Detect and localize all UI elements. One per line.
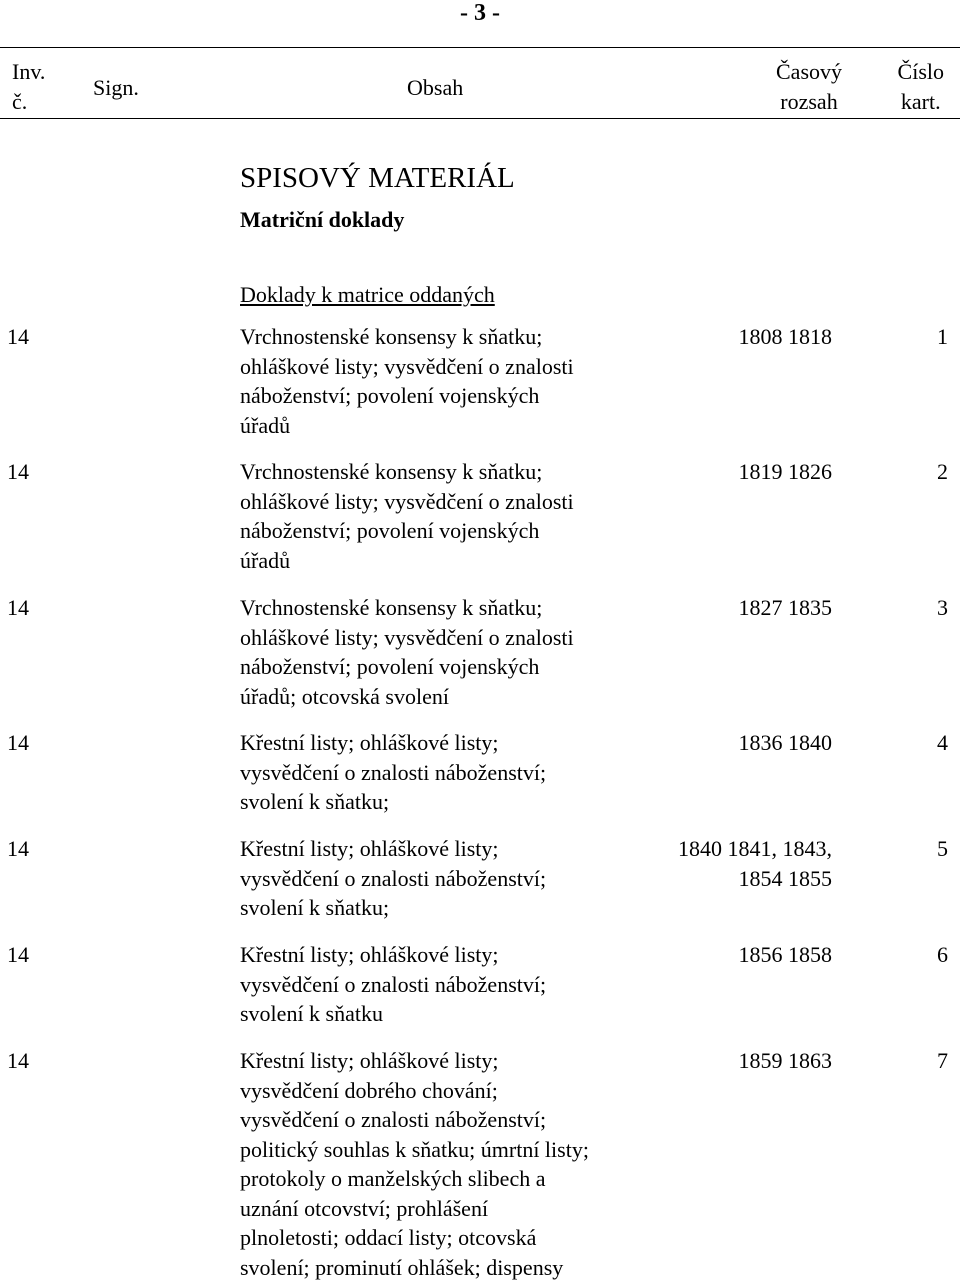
entry-years: 1819 1826 [738,459,832,484]
entry-years: 1836 1840 [738,730,832,755]
entry-years: 1856 1858 [738,942,832,967]
section-title: SPISOVÝ MATERIÁL [240,162,515,194]
header-inv-line1: Inv. [12,59,46,84]
entry-description: Křestní listy; ohláškové listy; vysvědčení o znalosti náboženství; svolení k sňatku; [240,836,547,920]
header-rozsah-line2: rozsah [780,89,838,114]
entry-description: Vrchnostenské konsensy k sňatku; ohláškové listy; vysvědčení o znalosti náboženství; povolení vojenských úřadů; otcovská svolení [240,595,574,709]
entry-description: Vrchnostenské konsensy k sňatku; ohláškové listy; vysvědčení o znalosti náboženství; povolení vojenských úřadů [240,324,574,438]
header-time-range [776,57,842,117]
header-rozsah-line1: Časový [776,59,842,84]
group-title: Doklady k matrice oddaných [240,282,495,307]
entry-inventory-number: 14 [7,730,29,755]
entry-inventory-number: 14 [7,595,29,620]
entry-description: Křestní listy; ohláškové listy; vysvědčení dobrého chování; vysvědčení o znalosti náboženství; politický souhlas k sňatku; úmrtní listy; protokoly o manželských slibech a uznání otcovství; prohlášení plnoletosti; oddací listy; otcovská svolení; prominutí ohlášek; dispensy [240,1048,589,1280]
entry-inventory-number: 14 [7,459,29,484]
entry-box-number: 6 [937,942,948,967]
entry-box-number: 2 [937,459,948,484]
entry-description: Vrchnostenské konsensy k sňatku; ohláškové listy; vysvědčení o znalosti náboženství; povolení vojenských úřadů [240,459,574,573]
entry-inventory-number: 14 [7,324,29,349]
header-karton-line2: kart. [900,89,941,114]
entry-box-number: 1 [937,324,948,349]
subsection-title: Matriční doklady [240,207,405,232]
entry-inventory-number: 14 [7,836,29,861]
entry-description: Křestní listy; ohláškové listy; vysvědčení o znalosti náboženství; svolení k sňatku; [240,730,547,814]
header-content: Obsah [407,75,464,100]
entry-inventory-number: 14 [7,1048,29,1073]
entry-box-number: 5 [937,836,948,861]
entry-description: Křestní listy; ohláškové listy; vysvědčení o znalosti náboženství; svolení k sňatku [240,942,547,1026]
header-karton-line1: Číslo [897,59,944,84]
entry-box-number: 7 [937,1048,948,1073]
entry-years: 1808 1818 [738,324,832,349]
page-number: - 3 - [460,0,500,26]
header-inv-line2: č. [12,89,28,114]
entry-box-number: 4 [937,730,948,755]
entry-inventory-number: 14 [7,942,29,967]
entry-years: 1840 1841, 1843, 1854 1855 [678,836,832,891]
table-header [0,47,960,119]
entry-years: 1827 1835 [738,595,832,620]
entry-years: 1859 1863 [738,1048,832,1073]
header-signature: Sign. [93,75,139,100]
entry-box-number: 3 [937,595,948,620]
header-box-number [898,57,944,117]
header-inventory-number [12,57,45,117]
